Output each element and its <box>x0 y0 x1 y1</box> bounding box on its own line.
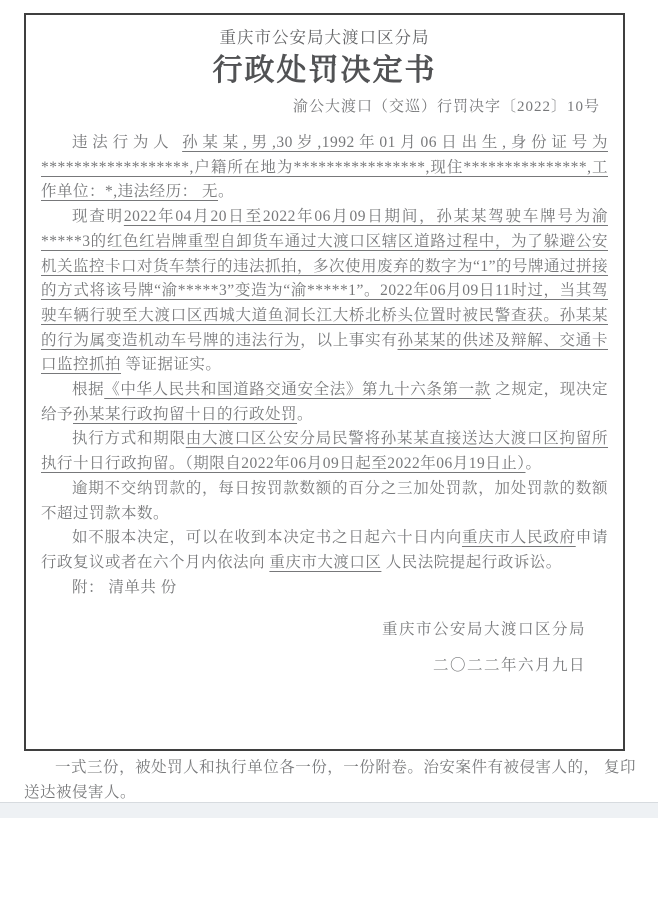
text-segment: 之规定，现决定给予 <box>41 381 608 423</box>
text-segment: 。 <box>218 183 235 201</box>
text-segment: 申请行政复议或者在六个月内依法向 <box>41 529 608 571</box>
paragraph-execution <box>41 427 608 476</box>
filled-in-text: 重庆市大渡口区 <box>269 553 382 571</box>
document-title: 行政处罚决定书 <box>212 54 437 87</box>
signature-block <box>41 612 608 684</box>
attachment-line <box>41 576 608 601</box>
text-segment: 。 <box>525 455 542 473</box>
distribution-note: 一式三份，被处罚人和执行单位各一份，一份附卷。治安案件有被侵害人的， 复印送达被侵害人。 <box>24 759 636 801</box>
text-segment: ，以上事实有 <box>300 331 398 349</box>
text-segment: 根据 <box>72 381 105 399</box>
text-segment: 如不服本决定，可以在收到本决定书之日起六十日内向 <box>72 529 462 547</box>
penalty-decision-document <box>24 13 625 751</box>
paragraph-facts <box>41 205 608 378</box>
text-segment: 执行方式和期限 <box>72 430 186 448</box>
text-segment: 附： 清单共 份 <box>72 578 177 596</box>
signature-date: 二〇二二年六月九日 <box>432 657 586 675</box>
paragraph-late-fine <box>41 477 608 526</box>
page-bottom-band <box>0 802 658 818</box>
text-segment: 等证据证实。 <box>121 356 222 374</box>
filled-in-text: 孙某某,男,30岁,1992年01月06日出生,身份证号为******************,户籍所在地为****************,现住***************,工作单位：*,违法经历： 无 <box>41 134 608 201</box>
text-segment: 。 <box>297 405 314 423</box>
signature-agency: 重庆市公安局大渡口区分局 <box>381 621 586 639</box>
filled-in-text: 孙某某的供述及辩解、交通卡口监控抓拍 <box>41 331 608 374</box>
text-segment: 违法行为人 <box>72 134 183 151</box>
paragraph-appeal-rights <box>41 526 608 575</box>
paragraph-violator-info <box>41 131 608 205</box>
filled-in-text: 2022年04月20日至2022年06月09日期间，孙某某驾驶车牌号为渝*****3的红色红岩牌重型自卸货车通过大渡口区辖区道路过程中，为了躲避公安机关监控卡口对货车禁行的违法抓拍，多次使用废弃的数字为“1”的号牌通过拼接的方式将该号牌“渝*****3”变造为“渝*****1”。2022年06月09日11时过，当其驾驶车辆行驶至大渡口区西城大道鱼洞长江大桥北桥头位置时被民警查获。孙某某的行为属变造机动车号牌的违法行为 <box>41 208 609 349</box>
filled-in-text: 《中华人民共和国道路交通安全法》第九十六条第一款 <box>104 381 491 399</box>
document-number: 渝公大渡口（交巡）行罚决字〔2022〕10号 <box>292 99 600 115</box>
issuing-agency-header: 重庆市公安局大渡口区分局 <box>219 29 430 47</box>
text-segment: 人民法院提起行政诉讼。 <box>381 553 562 571</box>
filled-in-text: 重庆市人民政府 <box>461 529 576 547</box>
document-body <box>41 131 608 600</box>
text-segment: 逾期不交纳罚款的，每日按罚款数额的百分之三加处罚款，加处罚款的数额不超过罚款本数。 <box>41 479 608 522</box>
filled-in-text: 孙某某行政拘留十日的行政处罚 <box>73 405 298 423</box>
filled-in-text: 由大渡口区公安分局民警将孙某某直接送达大渡口区拘留所执行十日行政拘留。（期限自2022年06月09日起至2022年06月19日止） <box>41 430 608 473</box>
text-segment: 现查明 <box>72 208 124 226</box>
paragraph-legal-basis <box>41 378 608 427</box>
